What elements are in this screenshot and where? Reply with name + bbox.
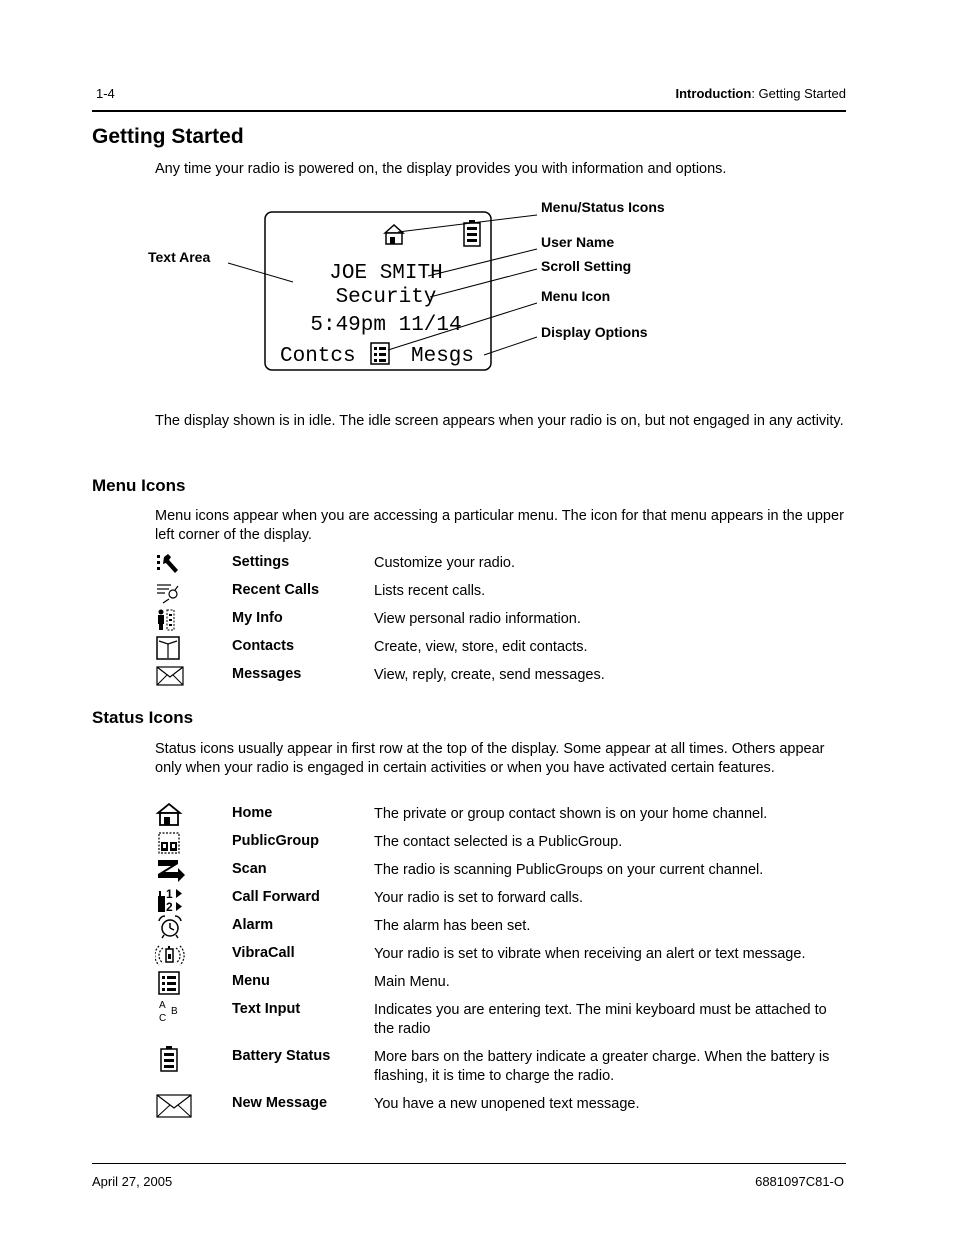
list-item <box>155 1095 845 1119</box>
list-item <box>155 861 845 885</box>
home-icon <box>155 802 185 828</box>
item-description: The private or group contact shown is on your home channel. <box>374 806 768 822</box>
messages-icon <box>155 663 185 689</box>
item-name: VibraCall <box>232 945 295 961</box>
header-rule <box>92 110 846 112</box>
list-item <box>155 610 845 634</box>
item-description: View, reply, create, send messages. <box>374 667 605 683</box>
idle-paragraph: The display shown is in idle. The idle screen appears when your radio is on, but not engaged in any activity. <box>155 413 844 429</box>
vibracall-icon <box>155 942 185 968</box>
display-menu-icon <box>371 343 389 364</box>
item-description: Indicates you are entering text. The mini keyboard must be attached to the radio <box>374 1002 827 1037</box>
list-item <box>155 917 845 941</box>
item-description: You have a new unopened text message. <box>374 1096 640 1112</box>
settings-icon <box>155 551 185 577</box>
item-name: Alarm <box>232 917 274 933</box>
item-description: Create, view, store, edit contacts. <box>374 639 588 655</box>
my-info-icon <box>155 607 185 633</box>
menu-icon <box>155 970 185 996</box>
text-input-icon <box>155 998 185 1024</box>
list-item <box>155 554 845 578</box>
public-group-icon <box>155 830 185 856</box>
list-item <box>155 889 845 913</box>
recent-calls-icon <box>155 579 185 605</box>
item-description: The radio is scanning PublicGroups on your current channel. <box>374 862 764 878</box>
footer-doc-number: 6881097C81-O <box>755 1174 844 1189</box>
page-title: Getting Started <box>92 125 244 148</box>
running-header-section: Introduction <box>675 86 752 101</box>
display-user-name: JOE SMITH <box>329 262 443 285</box>
running-header <box>676 86 847 101</box>
contacts-icon <box>155 635 185 661</box>
scan-icon <box>155 858 185 884</box>
list-item <box>155 638 845 662</box>
list-item <box>155 805 845 829</box>
display-time-date: 5:49pm 11/14 <box>310 314 462 337</box>
callout-menu-icon: Menu Icon <box>541 288 611 304</box>
call-forward-digit-1: 1 <box>166 887 173 901</box>
callout-user-name: User Name <box>541 234 615 250</box>
callout-text-area: Text Area <box>148 249 211 265</box>
text-input-letter-a: A <box>159 1000 166 1011</box>
item-name: Messages <box>232 666 302 682</box>
item-name: PublicGroup <box>232 833 319 849</box>
page-number: 1-4 <box>96 86 115 101</box>
callout-scroll-setting: Scroll Setting <box>541 258 632 274</box>
battery-status-icon <box>155 1045 185 1071</box>
list-item <box>155 1048 845 1084</box>
display-scroll-setting: Security <box>335 286 437 309</box>
display-left-option: Contcs <box>280 345 356 368</box>
text-input-letter-c: C <box>159 1013 167 1024</box>
alarm-icon <box>155 914 185 940</box>
item-name: Scan <box>232 861 267 877</box>
intro-paragraph: Any time your radio is powered on, the display provides you with information and options. <box>155 161 727 177</box>
list-item <box>155 945 845 969</box>
item-description: The contact selected is a PublicGroup. <box>374 834 623 850</box>
list-item <box>155 582 845 606</box>
item-description: View personal radio information. <box>374 611 581 627</box>
item-description: The alarm has been set. <box>374 918 531 934</box>
status-icons-description: Status icons usually appear in first row at the top of the display. Some appear at all times. Others appear only when your radio is engaged in certain activities or when you have activated certain features. <box>155 741 825 776</box>
call-forward-icon <box>155 886 185 912</box>
list-item <box>155 1000 845 1037</box>
item-description: Your radio is set to vibrate when receiving an alert or text message. <box>374 946 806 962</box>
item-name: Contacts <box>232 638 295 654</box>
new-message-icon <box>155 1092 193 1118</box>
call-forward-digit-2: 2 <box>166 900 173 914</box>
item-description: Lists recent calls. <box>374 583 486 599</box>
display-right-option: Mesgs <box>411 345 475 368</box>
text-input-letter-b: B <box>171 1006 178 1017</box>
item-name: Recent Calls <box>232 582 320 598</box>
callout-display-options: Display Options <box>541 324 648 340</box>
item-description: Your radio is set to forward calls. <box>374 890 584 906</box>
list-item <box>155 833 845 857</box>
item-description: More bars on the battery indicate a greater charge. When the battery is flashing, it is time to charge the radio. <box>374 1049 830 1084</box>
list-item <box>155 666 845 690</box>
footer-date: April 27, 2005 <box>92 1174 173 1189</box>
item-name: Home <box>232 805 273 821</box>
display-diagram <box>0 195 954 380</box>
item-name: Menu <box>232 973 270 989</box>
status-icons-heading: Status Icons <box>92 708 194 727</box>
item-name: Call Forward <box>232 889 320 905</box>
item-description: Main Menu. <box>374 974 450 990</box>
callout-menu-status-icons: Menu/Status Icons <box>541 199 665 215</box>
item-name: Text Input <box>232 1001 301 1017</box>
item-description: Customize your radio. <box>374 555 516 571</box>
item-name: Battery Status <box>232 1048 331 1064</box>
item-name: My Info <box>232 610 283 626</box>
menu-icons-description: Menu icons appear when you are accessing a particular menu. The icon for that menu appears in the upper left corner of the display. <box>155 508 844 543</box>
menu-icons-heading: Menu Icons <box>92 476 186 495</box>
running-header-subsection: : Getting Started <box>751 86 846 101</box>
footer-rule <box>92 1163 846 1164</box>
item-name: Settings <box>232 554 290 570</box>
item-name: New Message <box>232 1095 328 1111</box>
list-item <box>155 973 845 997</box>
